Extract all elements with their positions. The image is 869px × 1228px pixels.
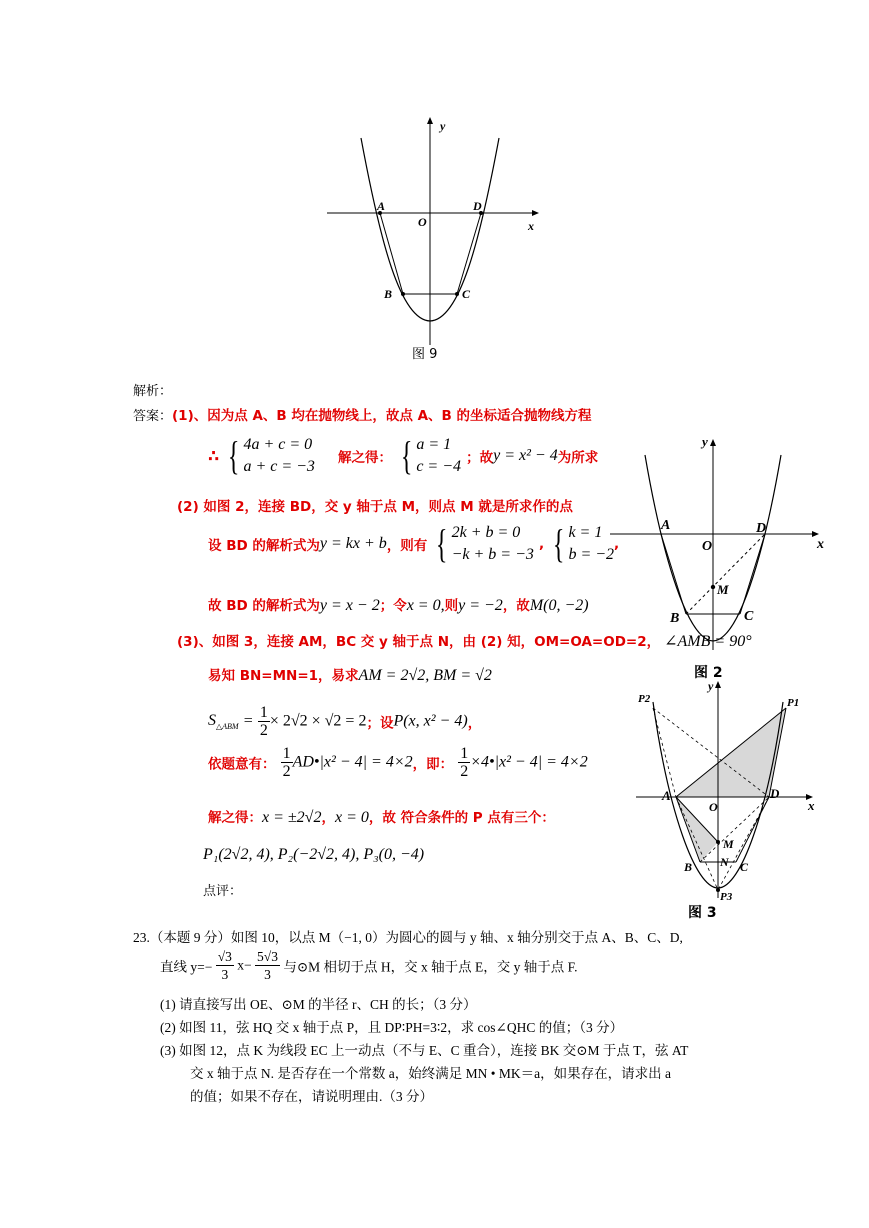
part3-line8 bbox=[208, 745, 588, 780]
part1-systems: ∴ { 4a + c = 0 a + c = −3 解之得： { a = 1 c = −4 ；故y = x² − 4为所求 bbox=[208, 433, 599, 478]
half-den-3: 2 bbox=[460, 763, 469, 780]
part3-line9 bbox=[208, 806, 555, 827]
result1-a: ；故 bbox=[466, 450, 494, 466]
sys4-eq2: b = −2 bbox=[568, 546, 615, 563]
result1-eq: y = x² − 4 bbox=[493, 447, 558, 464]
half-den-2: 2 bbox=[282, 763, 291, 780]
label-o: O bbox=[418, 215, 427, 229]
problem-23-q1: (1) 请直接写出 OE、⊙M 的半径 r、CH 的长；（3 分） bbox=[160, 997, 477, 1012]
line4-a: 故 BD 的解析式为 bbox=[208, 598, 320, 614]
part3-points: P₁(2√2, 4), P₂(−2√2, 4), P₃(0, −4) bbox=[203, 846, 425, 863]
problem-23-q3a: (3) 如图 12，点 K 为线段 EC 上一动点（不与 E、C 重合），连接 BK 交⊙M 于点 T，弦 AT bbox=[160, 1043, 689, 1058]
line2-a: 直线 y=− bbox=[160, 959, 213, 975]
solve-text: 解之得： bbox=[338, 450, 393, 466]
line7-eq-a: = bbox=[243, 712, 253, 730]
half-den: 2 bbox=[259, 722, 268, 739]
segment-ab bbox=[661, 534, 686, 614]
comment-label: 点评： bbox=[203, 884, 243, 899]
figure-2-caption: 图 2 bbox=[694, 665, 723, 681]
line7-p: P(x, x² − 4) bbox=[393, 712, 468, 730]
jiexi-label: 解析： bbox=[133, 384, 173, 399]
line2-b: x− bbox=[237, 957, 252, 973]
sys3-eq2: −k + b = −3 bbox=[451, 546, 534, 563]
label-d: D bbox=[473, 199, 482, 213]
line9-eq2: x = 0 bbox=[334, 809, 369, 826]
line8-b: ，即： bbox=[412, 756, 454, 773]
sys2-eq1: a = 1 bbox=[416, 436, 452, 453]
line7-c: ， bbox=[467, 715, 482, 732]
sys2-eq2: c = −4 bbox=[416, 458, 462, 475]
problem-23-line1: 23.（本题 9 分）如图 10，以点 M（−1, 0）为圆心的圆与 y 轴、x 轴分别交于点 A、B、C、D, bbox=[133, 930, 683, 945]
label-o: O bbox=[709, 800, 718, 814]
result1-b: 为所求 bbox=[557, 450, 599, 466]
label-b: B bbox=[670, 611, 680, 626]
sys4-eq1: k = 1 bbox=[568, 524, 603, 541]
label-p3: P3 bbox=[720, 891, 733, 903]
label-c: C bbox=[744, 609, 754, 624]
line3-b: ，则有 bbox=[386, 538, 428, 554]
answer-line-1 bbox=[133, 404, 592, 424]
segment-cd bbox=[457, 213, 481, 294]
line6-eq: AM = 2√2, BM = √2 bbox=[358, 667, 492, 684]
label-c: C bbox=[740, 860, 749, 874]
line4-b: ；令 bbox=[379, 598, 407, 614]
label-b: B bbox=[384, 287, 393, 301]
label-y: y bbox=[440, 119, 446, 133]
line3-eq: y = kx + b bbox=[319, 535, 387, 552]
sys1-eq1: 4a + c = 0 bbox=[243, 436, 313, 453]
part2-result bbox=[208, 594, 589, 615]
line7-eq-b: × 2√2 × √2 = 2 bbox=[269, 712, 367, 730]
figure-9-caption: 图 9 bbox=[412, 347, 438, 362]
half-num-3: 1 bbox=[460, 745, 469, 762]
label-d: D bbox=[770, 786, 780, 801]
line8-a: 依题意有： bbox=[208, 756, 276, 773]
label-y: y bbox=[702, 434, 708, 449]
frac1-num: √3 bbox=[217, 949, 232, 964]
label-p1: P1 bbox=[787, 697, 800, 709]
therefore-sign: ∴ bbox=[208, 446, 220, 466]
sys1-eq2: a + c = −3 bbox=[243, 458, 315, 475]
line2-c: 与⊙M 相切于点 H，交 x 轴于点 E，交 y 轴于点 F. bbox=[283, 959, 578, 975]
line4-d: ，故 bbox=[502, 598, 530, 614]
label-d: D bbox=[756, 521, 767, 536]
line4-eq1: y = x − 2 bbox=[319, 597, 380, 614]
label-o: O bbox=[702, 539, 713, 554]
line8-eq1: AD•|x² − 4| = 4×2 bbox=[292, 753, 413, 771]
line4-c: 则 bbox=[444, 598, 459, 614]
area-sub: △ABM bbox=[216, 722, 239, 732]
line9-a: 解之得： bbox=[208, 810, 262, 826]
line9-eq1: x = ±2√2 bbox=[262, 809, 322, 826]
line9-b: ， bbox=[321, 810, 335, 826]
half-num: 1 bbox=[259, 704, 268, 721]
line3-a: 设 BD 的解析式为 bbox=[208, 538, 320, 554]
half-num-2: 1 bbox=[282, 745, 291, 762]
line4-eq2: x = 0, bbox=[406, 597, 445, 614]
line5-angle: ∠AMB = 90° bbox=[664, 633, 752, 650]
label-a: A bbox=[377, 199, 386, 213]
part1-intro: (1)、因为点 A、B 均在抛物线上，故点 A、B 的坐标适合抛物线方程 bbox=[172, 408, 592, 424]
problem-23-line2 bbox=[160, 948, 577, 983]
frac2-num: 5√3 bbox=[257, 949, 278, 964]
line6-a: 易知 BN=MN=1，易求 bbox=[208, 668, 359, 684]
label-y: y bbox=[708, 680, 714, 693]
segment-cd bbox=[740, 534, 765, 614]
part2-intro: (2) 如图 2，连接 BD，交 y 轴于点 M，则点 M 就是所求作的点 bbox=[177, 499, 573, 515]
part3-line6 bbox=[208, 664, 492, 685]
line5-text: (3)、如图 3，连接 AM，BC 交 y 轴于点 N，由 (2) 知，OM=OA=OD=2， bbox=[177, 634, 661, 650]
problem-23-q2: (2) 如图 11，弦 HQ 交 x 轴于点 P，且 DP∶PH=3∶2，求 cos∠QHC 的值；（3 分） bbox=[160, 1020, 624, 1035]
figure-3 bbox=[630, 680, 830, 905]
label-x: x bbox=[528, 219, 534, 233]
line4-eq3: y = −2 bbox=[458, 597, 503, 614]
label-a: A bbox=[662, 788, 671, 803]
problem-23-q3b: 交 x 轴于点 N. 是否存在一个常数 a，始终满足 MN • MK＝a，如果存在，请求出 a bbox=[190, 1066, 671, 1081]
label-m: M bbox=[717, 582, 729, 597]
label-p2: P2 bbox=[638, 693, 651, 705]
label-x: x bbox=[817, 537, 824, 552]
label-x: x bbox=[808, 798, 815, 813]
part3-intro bbox=[177, 630, 752, 651]
line8-eq2: ×4•|x² − 4| = 4×2 bbox=[470, 753, 588, 771]
problem-23-q3c: 的值；如果不存在，请说明理由.（3 分） bbox=[190, 1089, 433, 1104]
line4-eq4: M(0, −2) bbox=[529, 597, 589, 614]
part3-line7 bbox=[208, 704, 481, 739]
line7-b: ；设 bbox=[366, 715, 394, 732]
label-c: C bbox=[462, 287, 471, 301]
label-a: A bbox=[661, 518, 671, 533]
segment-ab bbox=[380, 213, 403, 294]
figure-3-caption: 图 3 bbox=[688, 905, 717, 921]
sys3-eq1: 2k + b = 0 bbox=[451, 524, 521, 541]
figure-9 bbox=[320, 110, 550, 360]
area-s: S bbox=[208, 711, 216, 729]
frac1-den: 3 bbox=[221, 967, 229, 982]
part2-systems: 设 BD 的解析式为y = kx + b，则有 { 2k + b = 0 −k + b = −3 , { k = 1 b = −2 , bbox=[208, 521, 620, 566]
label-b: B bbox=[684, 860, 693, 874]
label-m: M bbox=[723, 837, 734, 851]
line9-c: ，故 符合条件的 P 点有三个： bbox=[368, 810, 555, 826]
segment-bd bbox=[686, 534, 765, 614]
label-n: N bbox=[720, 855, 729, 869]
frac2-den: 3 bbox=[264, 967, 271, 982]
answer-prefix: 答案： bbox=[133, 409, 173, 424]
